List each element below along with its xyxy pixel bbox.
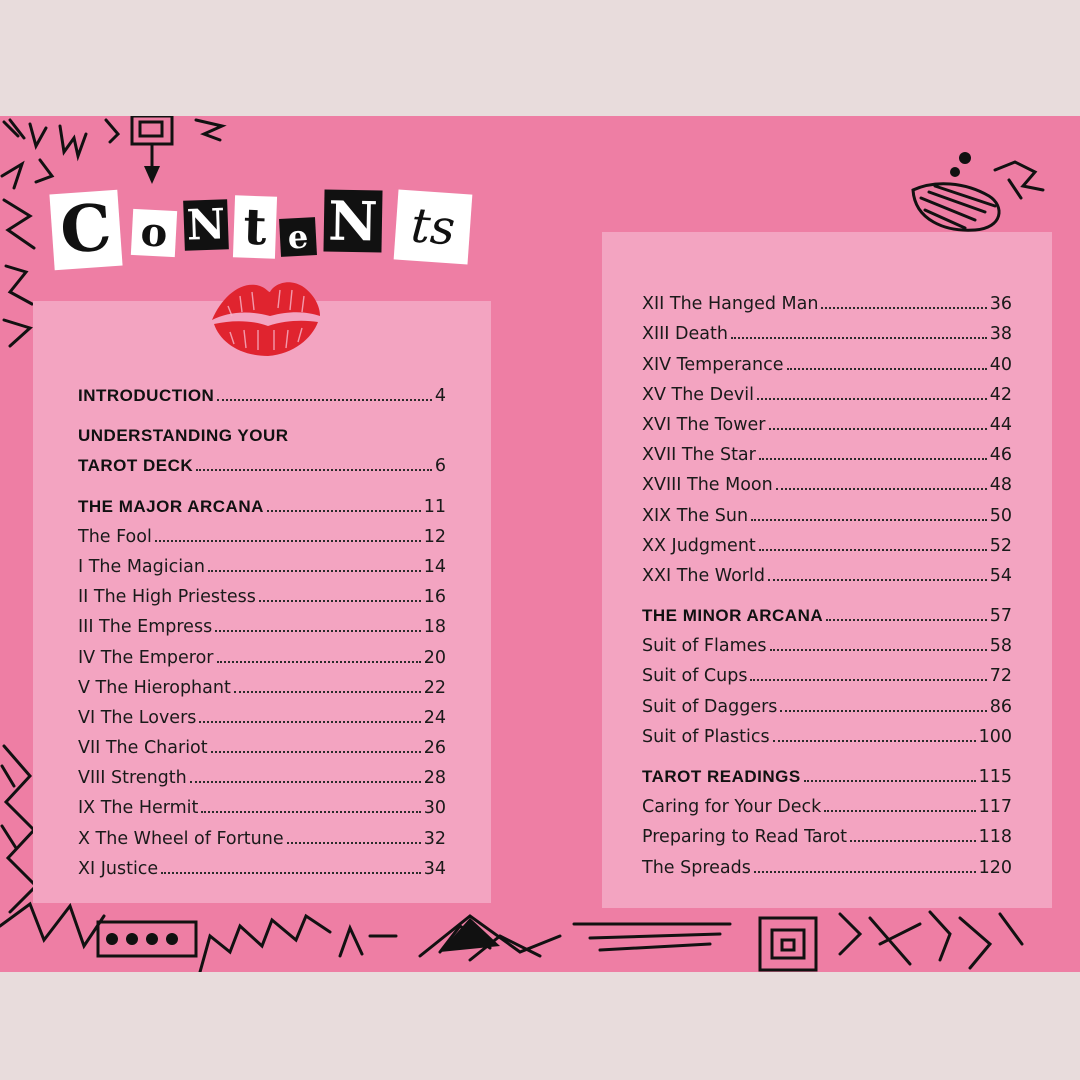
- toc-entry-title: V The Hierophant: [78, 677, 231, 698]
- scribble-doodle-icon: [0, 896, 580, 972]
- toc-entry: [642, 626, 1012, 656]
- dot-leader: [773, 740, 976, 742]
- toc-entry-page: 115: [978, 767, 1012, 787]
- dot-leader: [211, 751, 421, 753]
- toc-entry-title: UNDERSTANDING YOUR: [78, 426, 289, 446]
- toc-entry-title: Suit of Daggers: [642, 696, 778, 717]
- toc-entry-title: I The Magician: [78, 556, 205, 577]
- toc-entry: [642, 847, 1012, 877]
- toc-entry: [642, 787, 1012, 817]
- toc-entry-page: 100: [978, 726, 1012, 747]
- toc-entry-title: XVI The Tower: [642, 414, 766, 435]
- toc-entry-title: TAROT DECK: [78, 456, 194, 476]
- toc-entry-page: 57: [989, 606, 1012, 627]
- dot-leader: [770, 649, 987, 651]
- toc-entry: [642, 495, 1012, 525]
- toc-entry-page: 54: [989, 565, 1012, 586]
- toc-entry: [78, 698, 446, 728]
- toc-entry-page: 38: [989, 324, 1012, 345]
- title-letter-tile: e: [279, 217, 317, 257]
- toc-entry-title: VIII Strength: [78, 768, 187, 789]
- toc-entry-title: Caring for Your Deck: [642, 797, 822, 818]
- toc-entry: [78, 637, 446, 667]
- toc-entry: [642, 656, 1012, 686]
- dot-leader: [155, 540, 421, 542]
- toc-entry-title: TAROT READINGS: [642, 767, 801, 786]
- toc-entry-page: 40: [989, 354, 1012, 375]
- toc-entry: [78, 376, 446, 406]
- toc-entry-title: Preparing to Read Tarot: [642, 827, 848, 848]
- toc-entry-title: XX Judgment: [642, 535, 756, 556]
- toc-entry: [78, 446, 446, 476]
- toc-entry-page: 12: [423, 526, 446, 547]
- toc-entry-title: THE MINOR ARCANA: [642, 606, 824, 626]
- toc-entry-page: 22: [423, 677, 446, 698]
- dot-leader: [234, 691, 421, 693]
- toc-entry-title: Suit of Cups: [642, 666, 748, 687]
- title-letter-tile: N: [183, 199, 229, 251]
- toc-entry-page: 86: [989, 696, 1012, 717]
- dot-leader: [217, 661, 421, 663]
- toc-entry: [78, 728, 446, 758]
- toc-entry: [78, 849, 446, 879]
- toc-entry-title: INTRODUCTION: [78, 386, 215, 406]
- toc-entry-title: IX The Hermit: [78, 798, 199, 819]
- title-letter-tile: N: [323, 189, 382, 252]
- dot-leader: [754, 871, 976, 873]
- dot-leader: [190, 781, 421, 783]
- toc-entry-page: 52: [989, 535, 1012, 556]
- toc-entry-title: II The High Priestess: [78, 587, 256, 608]
- dot-leader: [731, 337, 987, 339]
- title-letter-tile: o: [131, 209, 177, 257]
- toc-entry-title: III The Empress: [78, 617, 213, 638]
- toc-entry: [78, 758, 446, 788]
- dot-leader: [759, 549, 987, 551]
- toc-entry-page: 24: [423, 707, 446, 728]
- title-letter-tile: t: [233, 195, 277, 258]
- dot-leader: [826, 619, 987, 621]
- toc-entry-page: 14: [423, 556, 446, 577]
- toc-entry-page: 48: [989, 475, 1012, 496]
- toc-entry-title: VI The Lovers: [78, 707, 197, 728]
- toc-entry: [642, 817, 1012, 847]
- scribble-doodle-icon: [570, 904, 1030, 972]
- dot-leader: [267, 510, 421, 512]
- toc-entry-page: 58: [989, 636, 1012, 657]
- toc-entry-title: THE MAJOR ARCANA: [78, 496, 264, 516]
- toc-entry-title: XII The Hanged Man: [642, 294, 819, 315]
- lipstick-kiss-icon: [208, 276, 324, 360]
- dot-leader: [201, 811, 420, 813]
- toc-entry: [642, 314, 1012, 344]
- toc-entry-title: XI Justice: [78, 858, 159, 879]
- dot-leader: [787, 368, 987, 370]
- toc-entry-page: 72: [989, 666, 1012, 687]
- dot-leader: [208, 570, 421, 572]
- toc-entry-page: 46: [989, 445, 1012, 466]
- dot-leader: [821, 307, 986, 309]
- toc-entry: [642, 596, 1012, 626]
- toc-entry: [642, 405, 1012, 435]
- toc-entry: [642, 284, 1012, 314]
- toc-entry-page: 11: [423, 496, 446, 517]
- dot-leader: [804, 780, 976, 782]
- toc-entry: [642, 526, 1012, 556]
- toc-entry: [642, 556, 1012, 586]
- page-title: [48, 178, 478, 274]
- toc-entry: [78, 416, 446, 446]
- toc-entry-page: 42: [989, 384, 1012, 405]
- toc-entry-title: XIV Temperance: [642, 354, 784, 375]
- toc-entry-title: Suit of Flames: [642, 636, 767, 657]
- title-letter-tile: ts: [394, 190, 473, 265]
- toc-entry-page: 34: [423, 858, 446, 879]
- dot-leader: [759, 458, 987, 460]
- toc-entry: [78, 668, 446, 698]
- toc-entry-title: The Spreads: [642, 857, 751, 878]
- toc-entry: [78, 788, 446, 818]
- toc-entry-title: VII The Chariot: [78, 738, 208, 759]
- toc-entry-title: XIII Death: [642, 324, 728, 345]
- toc-entry-title: X The Wheel of Fortune: [78, 828, 284, 849]
- toc-entry: [642, 465, 1012, 495]
- toc-entry-page: 117: [978, 797, 1012, 818]
- toc-entry-page: 28: [423, 768, 446, 789]
- toc-entry-page: 118: [978, 827, 1012, 848]
- toc-entry-page: 44: [989, 414, 1012, 435]
- toc-entry: [78, 607, 446, 637]
- toc-entry: [642, 757, 1012, 787]
- toc-entry-page: 4: [434, 386, 446, 407]
- dot-leader: [750, 679, 986, 681]
- toc-entry: [642, 375, 1012, 405]
- dot-leader: [757, 398, 987, 400]
- dot-leader: [215, 630, 421, 632]
- dot-leader: [769, 428, 987, 430]
- toc-entry: [78, 818, 446, 848]
- toc-entry-title: Suit of Plastics: [642, 726, 770, 747]
- toc-entry-page: 16: [423, 587, 446, 608]
- toc-entry: [78, 486, 446, 516]
- toc-entry: [78, 577, 446, 607]
- toc-entry-title: The Fool: [78, 526, 152, 547]
- dot-leader: [217, 399, 432, 401]
- toc-entry-page: 36: [989, 294, 1012, 315]
- dot-leader: [780, 710, 986, 712]
- toc-entry-title: XV The Devil: [642, 384, 754, 405]
- title-letter-tile: C: [49, 190, 122, 271]
- toc-list-left: [78, 376, 446, 879]
- dot-leader: [196, 469, 432, 471]
- toc-entry-title: XIX The Sun: [642, 505, 749, 526]
- toc-entry-page: 6: [434, 456, 446, 477]
- toc-entry-title: XVIII The Moon: [642, 475, 773, 496]
- toc-entry: [642, 344, 1012, 374]
- dot-leader: [199, 721, 420, 723]
- toc-entry-page: 120: [978, 857, 1012, 878]
- toc-entry-page: 26: [423, 738, 446, 759]
- dot-leader: [776, 488, 987, 490]
- toc-entry: [642, 717, 1012, 747]
- toc-entry-title: XVII The Star: [642, 445, 756, 466]
- toc-entry: [78, 547, 446, 577]
- toc-entry: [642, 435, 1012, 465]
- dot-leader: [161, 872, 421, 874]
- dot-leader: [259, 600, 421, 602]
- toc-entry-page: 18: [423, 617, 446, 638]
- toc-entry: [78, 517, 446, 547]
- dot-leader: [287, 842, 421, 844]
- toc-entry-page: 30: [423, 798, 446, 819]
- toc-entry-title: IV The Emperor: [78, 647, 214, 668]
- toc-entry-page: 20: [423, 647, 446, 668]
- dot-leader: [850, 840, 976, 842]
- book-spread: [0, 116, 1080, 972]
- dot-leader: [824, 810, 975, 812]
- toc-entry-page: 50: [989, 505, 1012, 526]
- toc-entry-title: XXI The World: [642, 565, 765, 586]
- toc-entry: [642, 686, 1012, 716]
- dot-leader: [768, 579, 987, 581]
- toc-list-right: [642, 284, 1012, 878]
- scribble-doodle-icon: [905, 150, 1055, 240]
- dot-leader: [751, 519, 987, 521]
- toc-entry-page: 32: [423, 828, 446, 849]
